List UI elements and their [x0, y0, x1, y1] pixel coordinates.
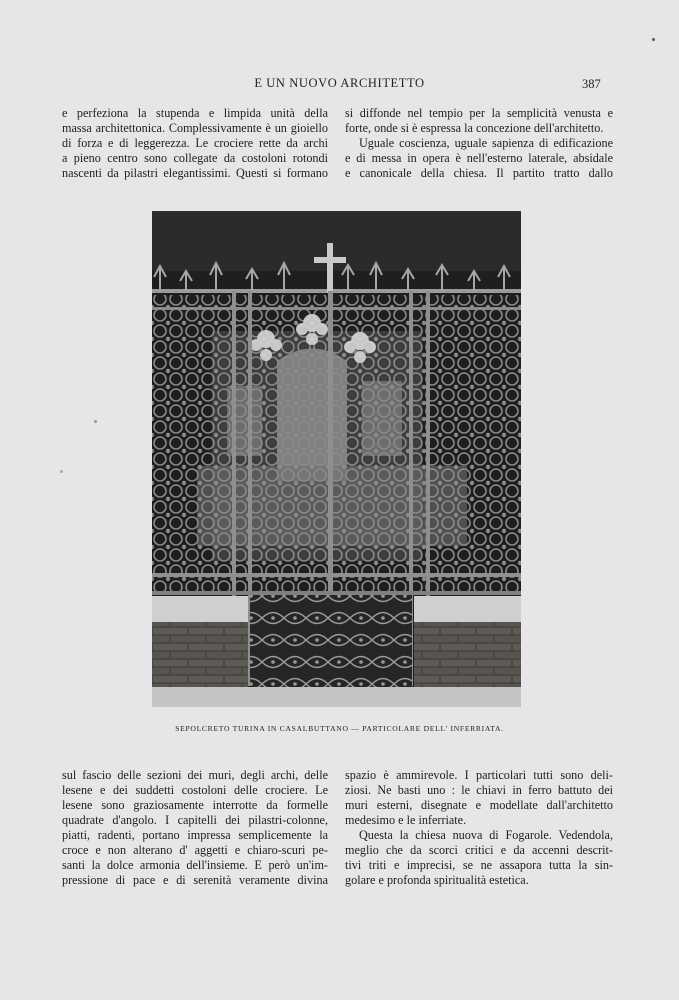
text-line: meglio che da scorci critici e da accenni descrit-	[345, 843, 613, 857]
text-line: croce e non alterano d' aggetti e chiaro-scuri pe-	[62, 843, 328, 857]
text-line: ziosi. Ne basti uno : le chiavi in ferro battuto dei	[345, 783, 613, 797]
text-line: santi la dolce armonia dell'insieme. E però un'im-	[62, 858, 328, 872]
text-line: pressione di pace e di serenità veramente divina	[62, 873, 328, 887]
page-number: 387	[582, 77, 601, 91]
text-line: Questa la chiesa nuova di Fogarole. Vedendola,	[359, 828, 613, 842]
text-line: piatti, radenti, portano impressa semplicemente la	[62, 828, 328, 842]
wrought-iron-gate-image	[152, 211, 521, 707]
text-line: Uguale coscienza, uguale sapienza di edificazione	[359, 136, 613, 150]
paper-speck	[94, 420, 97, 423]
text-line: e canonicale della chiesa. Il partito tratto dallo	[345, 166, 613, 180]
paper-speck	[60, 470, 63, 473]
text-line: massa architettonica. Complessivamente è un gioiello	[62, 121, 328, 135]
text-line: lesene e dei suddetti costoloni delle crociere. Le	[62, 783, 328, 797]
text-line: di forza e di leggerezza. Le crociere rette da archi	[62, 136, 328, 150]
text-line: nascenti da pilastri elegantissimi. Questi si formano	[62, 166, 328, 180]
figure-caption: SEPOLCRETO TURINA IN CASALBUTTANO — PARTICOLARE DELL' INFERRIATA.	[175, 724, 504, 733]
text-line: muri esterni, disegnate e modellate dall'architetto	[345, 798, 613, 812]
text-line: si diffonde nel tempio per la semplicità venusta e	[345, 106, 613, 120]
text-column-top-right	[345, 106, 613, 181]
text-line: golare e profonda spiritualità estetica.	[345, 873, 529, 887]
text-line: spazio è ammirevole. I particolari tutti sono deli-	[345, 768, 613, 782]
text-line: forte, onde si è espressa la concezione dell'architetto.	[345, 121, 604, 135]
gate-photograph	[152, 211, 521, 707]
text-line: a pieno centro sono collegate da costoloni rotondi	[62, 151, 328, 165]
text-line: e perfeziona la stupenda e limpida unità della	[62, 106, 328, 120]
paper-speck	[652, 38, 655, 41]
text-line: e di messa in opera è nell'esterno laterale, absidale	[345, 151, 613, 165]
text-line: medesimo e le inferriate.	[345, 813, 467, 827]
text-column-bottom-right	[345, 768, 613, 888]
text-line: tivi triti e imprecisi, se ne assapora tutta la sin-	[345, 858, 613, 872]
text-line: lesene sono graziosamente interrotte da formelle	[62, 798, 328, 812]
text-column-bottom-left	[62, 768, 328, 888]
text-column-top-left	[62, 106, 328, 181]
running-title: E UN NUOVO ARCHITETTO	[254, 76, 425, 90]
text-line: sul fascio delle sezioni dei muri, degli archi, delle	[62, 768, 328, 782]
text-line: quadrate d'angolo. I capitelli dei pilastri-colonne,	[62, 813, 328, 827]
